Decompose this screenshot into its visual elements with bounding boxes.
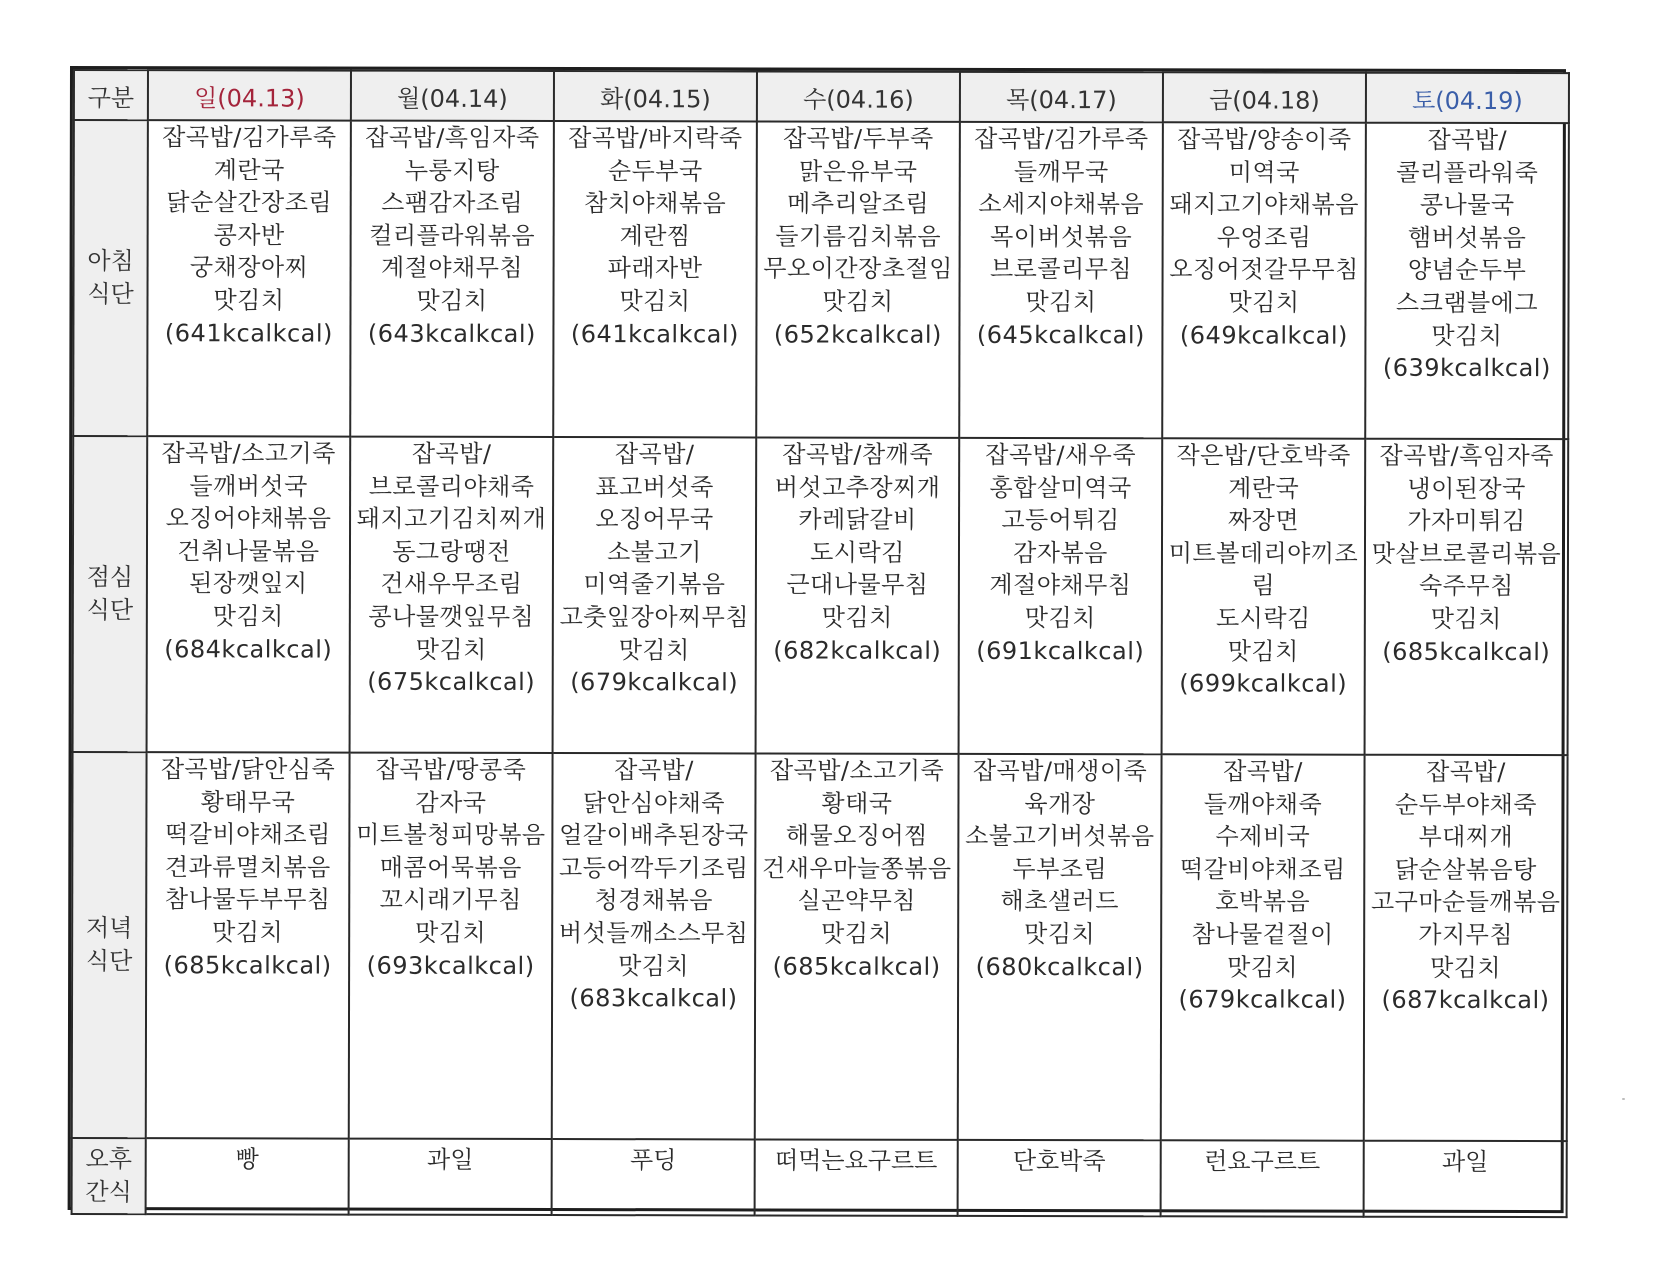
menu-item: (683kcalkcal) <box>569 984 738 1013</box>
menu-item: 브로콜리무침 <box>989 255 1133 284</box>
menu-item: 들기름김치볶음 <box>775 222 942 251</box>
menu-item: 감자볶음 <box>1013 538 1108 567</box>
menu-item: 홍합살미역국 <box>989 473 1132 502</box>
menu-item: 잡곡밥/땅콩죽 <box>375 755 527 784</box>
menu-item: (687kcalkcal) <box>1381 985 1550 1015</box>
menu-item: (691kcalkcal) <box>976 636 1145 665</box>
menu-item: (680kcalkcal) <box>975 952 1144 981</box>
menu-item: 닭순살간장조림 <box>166 188 333 217</box>
menu-item: 잡곡밥/김가루죽 <box>974 124 1149 154</box>
menu-item: 냉이된장국 <box>1407 474 1526 503</box>
menu-item: (685kcalkcal) <box>163 950 332 980</box>
row-label-line: 간식 <box>85 1178 132 1207</box>
lunch-row-label <box>73 436 148 752</box>
breakfast-cell-sun <box>147 120 351 436</box>
menu-item: 무오이간장초절임 <box>763 254 953 284</box>
menu-item: 떡갈비야채조림 <box>1179 855 1346 884</box>
menu-item: 소불고기 <box>607 537 702 567</box>
menu-item: 버섯들깨소스무침 <box>558 918 749 948</box>
menu-item: 잡곡밥/소고기죽 <box>161 439 336 468</box>
menu-item: 미트볼데리야끼조림 <box>1168 539 1359 600</box>
menu-item: 잡곡밥/표고버섯죽 <box>595 440 714 501</box>
menu-item: 미트볼청피망볶음 <box>356 820 546 850</box>
menu-item: 맛김치 <box>1024 603 1096 633</box>
day-header-mon: 월(04.14) <box>351 71 554 121</box>
menu-item: 소세지야채볶음 <box>978 190 1145 219</box>
dinner-cell-tue <box>552 753 756 1139</box>
menu-item: 파래자반 <box>607 254 703 283</box>
menu-item: (699kcalkcal) <box>1179 669 1348 698</box>
menu-item: 잡곡밥/김가루죽 <box>162 123 337 152</box>
lunch-cell-thu <box>959 438 1163 754</box>
menu-item: (652kcalkcal) <box>773 320 942 349</box>
menu-item: 잡곡밥/닭안심야채죽 <box>582 756 726 817</box>
menu-item: 계란찜 <box>619 221 691 251</box>
menu-item: (649kcalkcal) <box>1179 320 1348 350</box>
menu-item: 맑은유부국 <box>799 157 918 186</box>
menu-item: 수제비국 <box>1215 822 1311 851</box>
day-header-fri: 금(04.18) <box>1163 72 1366 122</box>
breakfast-cell-tue <box>553 121 757 437</box>
day-header-sat: 토(04.19) <box>1366 73 1569 123</box>
breakfast-row-label <box>73 120 148 436</box>
menu-item: 콩나물국 <box>1419 191 1515 220</box>
menu-item: 컬리플라워볶음 <box>369 221 536 250</box>
menu-item: 누룽지탕 <box>404 156 500 185</box>
row-label-line: 점심 <box>86 563 134 592</box>
menu-item: 오징어젓갈무무침 <box>1169 255 1359 285</box>
lunch-cell-tue <box>553 437 757 753</box>
menu-item: 맛김치 <box>1227 952 1299 982</box>
row-label-line: 식단 <box>87 280 134 309</box>
menu-item: 잡곡밥/닭안심죽 <box>160 755 336 784</box>
row-label-line: 오후 <box>85 1145 132 1174</box>
breakfast-cell-wed <box>756 121 960 437</box>
menu-item: 들깨버섯국 <box>189 471 308 501</box>
dinner-cell-sun <box>146 752 350 1138</box>
menu-item: 맛김치 <box>1025 287 1097 317</box>
menu-item: 닭순살볶음탕 <box>1394 855 1537 884</box>
menu-item: (682kcalkcal) <box>773 636 942 665</box>
menu-item: 햄버섯볶음 <box>1407 223 1527 252</box>
corner-label: 구분 <box>74 70 148 120</box>
dinner-cell-wed <box>755 753 959 1139</box>
menu-item: (641kcalkcal) <box>164 318 333 348</box>
menu-item: 근대나물무침 <box>786 570 929 600</box>
snack-cell-mon: 과일 <box>349 1139 552 1215</box>
day-header-thu: 목(04.17) <box>960 72 1163 122</box>
menu-item: 맛김치 <box>1227 636 1299 666</box>
lunch-row <box>73 436 1569 755</box>
lunch-cell-sat <box>1365 439 1569 755</box>
dinner-row-label <box>72 752 147 1138</box>
lunch-cell-sun <box>147 436 351 752</box>
menu-item: 맛김치 <box>212 918 284 947</box>
breakfast-cell-thu <box>959 122 1163 438</box>
menu-item: 잡곡밥/소고기죽 <box>769 756 945 785</box>
menu-item: 참나물겉절이 <box>1191 920 1334 949</box>
menu-item: 잡곡밥/매생이죽 <box>972 756 1148 786</box>
snack-cell-wed: 떠먹는요구르트 <box>755 1139 958 1215</box>
menu-item: 도시락김 <box>810 538 905 567</box>
menu-item: 맛김치 <box>415 918 487 947</box>
day-header-wed: 수(04.16) <box>757 71 960 121</box>
dinner-cell-mon <box>349 753 553 1139</box>
menu-item: 맛김치 <box>619 287 691 316</box>
menu-item: 짜장면 <box>1227 506 1300 535</box>
menu-item: 도시락김 <box>1215 604 1311 633</box>
menu-item: 맛김치 <box>1430 953 1502 982</box>
day-header-sun: 일(04.13) <box>148 70 351 120</box>
weekly-meal-table <box>71 69 1570 1218</box>
menu-item: (693kcalkcal) <box>366 951 535 980</box>
menu-item: 맛김치 <box>1024 919 1096 949</box>
menu-item: 맛김치 <box>821 919 893 948</box>
menu-item: (679kcalkcal) <box>1178 985 1347 1014</box>
breakfast-cell-sat <box>1365 123 1569 439</box>
menu-item: 잡곡밥/흑임자죽 <box>365 123 540 152</box>
snack-row <box>72 1138 1567 1217</box>
menu-item: (679kcalkcal) <box>570 668 739 697</box>
menu-item: 해물오징어찜 <box>785 821 928 850</box>
menu-item: 고구마순들깨볶음 <box>1370 888 1561 917</box>
menu-item: 꼬시래기무침 <box>379 886 522 915</box>
menu-item: 잡곡밥/들깨야채죽 <box>1203 757 1323 819</box>
menu-item: 호박볶음 <box>1215 887 1311 916</box>
day-header-tue: 화(04.15) <box>554 71 757 121</box>
menu-item: (685kcalkcal) <box>772 952 941 981</box>
menu-item: 육개장 <box>1024 789 1096 818</box>
menu-item: (639kcalkcal) <box>1382 353 1551 383</box>
row-label-line: 아침 <box>87 247 134 276</box>
menu-item: 맛김치 <box>212 602 284 631</box>
menu-item: 우엉조림 <box>1216 223 1312 252</box>
menu-item: 떡갈비야채조림 <box>164 820 331 849</box>
menu-item: 청경채볶음 <box>594 886 713 915</box>
menu-item: 계절야채무침 <box>989 571 1132 600</box>
menu-item: 된장깻잎지 <box>189 569 308 598</box>
menu-item: (685kcalkcal) <box>1382 637 1551 666</box>
row-label-line: 식단 <box>86 596 134 625</box>
menu-item: 작은밥/단호박죽 <box>1176 441 1351 470</box>
menu-item: 스크램블에그 <box>1395 288 1539 318</box>
menu-item: 콩자반 <box>213 221 285 250</box>
menu-item: 계절야채무침 <box>380 254 524 283</box>
menu-item: 스팸감자조림 <box>381 188 524 218</box>
menu-item: 황태국 <box>821 789 893 818</box>
menu-item: 황태무국 <box>200 787 296 817</box>
menu-item: 고등어깍두기조림 <box>559 853 749 883</box>
menu-item: 맛김치 <box>1228 288 1300 317</box>
snack-row-label <box>72 1138 146 1214</box>
menu-item: 미역국 <box>1228 158 1300 187</box>
snack-cell-fri: 런요구르트 <box>1161 1140 1364 1216</box>
menu-item: 맛김치 <box>1431 321 1503 350</box>
meal-plan-sheet <box>68 66 1566 1213</box>
menu-item: 소불고기버섯볶음 <box>965 822 1155 851</box>
menu-item: 계란국 <box>213 155 285 185</box>
menu-item: 잡곡밥/새우죽 <box>985 440 1137 470</box>
menu-item: 양념순두부 <box>1407 256 1527 285</box>
menu-item: 계란국 <box>1228 474 1300 503</box>
menu-item: 잡곡밥/흑임자죽 <box>1379 441 1554 471</box>
menu-item: 맛김치 <box>416 286 488 315</box>
menu-item: 잡곡밥/순두부야채죽 <box>1394 757 1538 819</box>
menu-item: 맛김치 <box>415 635 487 664</box>
menu-item: 미역줄기볶음 <box>583 570 726 599</box>
menu-item: 고춧잎장아찌무침 <box>559 602 750 632</box>
menu-item: 해초샐러드 <box>1000 887 1119 916</box>
dinner-cell-thu <box>958 754 1162 1140</box>
row-label-line: 저녁 <box>85 914 133 943</box>
breakfast-cell-mon <box>350 121 554 437</box>
menu-item: 순두부국 <box>607 156 703 185</box>
menu-item: 참나물두부무침 <box>164 885 331 914</box>
menu-item: 오징어야채볶음 <box>165 504 332 533</box>
menu-item: (641kcalkcal) <box>570 319 739 348</box>
snack-cell-sat: 과일 <box>1364 1141 1567 1217</box>
menu-item: 건새우마늘쫑볶음 <box>762 854 952 883</box>
menu-item: 잡곡밥/두부죽 <box>782 124 934 153</box>
menu-item: 돼지고기야채볶음 <box>1169 190 1359 219</box>
row-label-line: 식단 <box>85 947 133 976</box>
menu-item: 카레닭갈비 <box>798 505 917 534</box>
menu-item: (643kcalkcal) <box>367 319 536 348</box>
menu-item: 가자미튀김 <box>1407 506 1526 536</box>
menu-item: (645kcalkcal) <box>976 320 1145 349</box>
lunch-cell-mon <box>350 437 554 753</box>
snack-cell-thu: 단호박죽 <box>958 1140 1161 1216</box>
menu-item: 맛김치 <box>821 603 893 632</box>
menu-item: 실곤약무침 <box>797 886 916 916</box>
menu-item: 잡곡밥/바지락죽 <box>568 124 743 153</box>
menu-item: (684kcalkcal) <box>164 634 333 664</box>
scan-speck <box>1622 1098 1625 1100</box>
dinner-cell-fri <box>1161 754 1365 1140</box>
dinner-row <box>72 752 1568 1141</box>
menu-item: 고등어튀김 <box>1001 506 1120 535</box>
menu-item: 참치야채볶음 <box>584 189 727 218</box>
table-header-row <box>74 70 1569 123</box>
menu-item: 건취나물볶음 <box>177 537 320 566</box>
menu-item: 맛김치 <box>618 635 690 664</box>
menu-item: 맛살브로콜리볶음 <box>1371 539 1562 568</box>
snack-cell-sun: 빵 <box>146 1138 349 1214</box>
menu-item: 버섯고추장찌개 <box>774 473 941 502</box>
menu-item: 잡곡밥/참깨죽 <box>782 440 934 469</box>
menu-item: 동그랑땡전 <box>392 537 511 566</box>
menu-item: 숙주무침 <box>1419 572 1514 601</box>
menu-item: 오징어무국 <box>595 505 714 534</box>
menu-item: 잡곡밥/양송이죽 <box>1177 125 1352 154</box>
menu-item: (675kcalkcal) <box>367 667 536 697</box>
menu-item: 가지무침 <box>1418 920 1514 949</box>
menu-item: 얼갈이배추된장국 <box>559 821 749 850</box>
lunch-cell-wed <box>756 437 960 753</box>
snack-cell-tue: 푸딩 <box>552 1139 755 1215</box>
breakfast-cell-fri <box>1162 122 1366 438</box>
menu-item: 맛김치 <box>822 287 894 316</box>
menu-item: 매콤어묵볶음 <box>379 853 522 882</box>
menu-item: 메추리알조림 <box>787 189 930 218</box>
menu-item: 돼지고기김치찌개 <box>356 504 547 534</box>
menu-item: 목이버섯볶음 <box>990 222 1133 252</box>
menu-item: 건새우무조림 <box>380 570 523 599</box>
breakfast-row <box>73 120 1569 439</box>
menu-item: 콩나물깻잎무침 <box>368 602 535 631</box>
menu-item: 맛김치 <box>618 951 690 980</box>
dinner-cell-sat <box>1364 755 1568 1141</box>
lunch-cell-fri <box>1162 438 1366 754</box>
menu-item: 잡곡밥/브로콜리야채죽 <box>368 439 535 501</box>
menu-item: 견과류멸치볶음 <box>164 852 331 882</box>
menu-item: 궁채장아찌 <box>189 253 309 282</box>
menu-item: 들깨무국 <box>1013 157 1109 186</box>
menu-item: 맛김치 <box>213 286 285 315</box>
menu-item: 감자국 <box>415 788 487 817</box>
menu-item: 두부조림 <box>1012 854 1108 883</box>
menu-item: 부대찌개 <box>1418 823 1514 852</box>
menu-item: 잡곡밥/콜리플라워죽 <box>1396 125 1539 187</box>
menu-item: 맛김치 <box>1430 604 1502 633</box>
